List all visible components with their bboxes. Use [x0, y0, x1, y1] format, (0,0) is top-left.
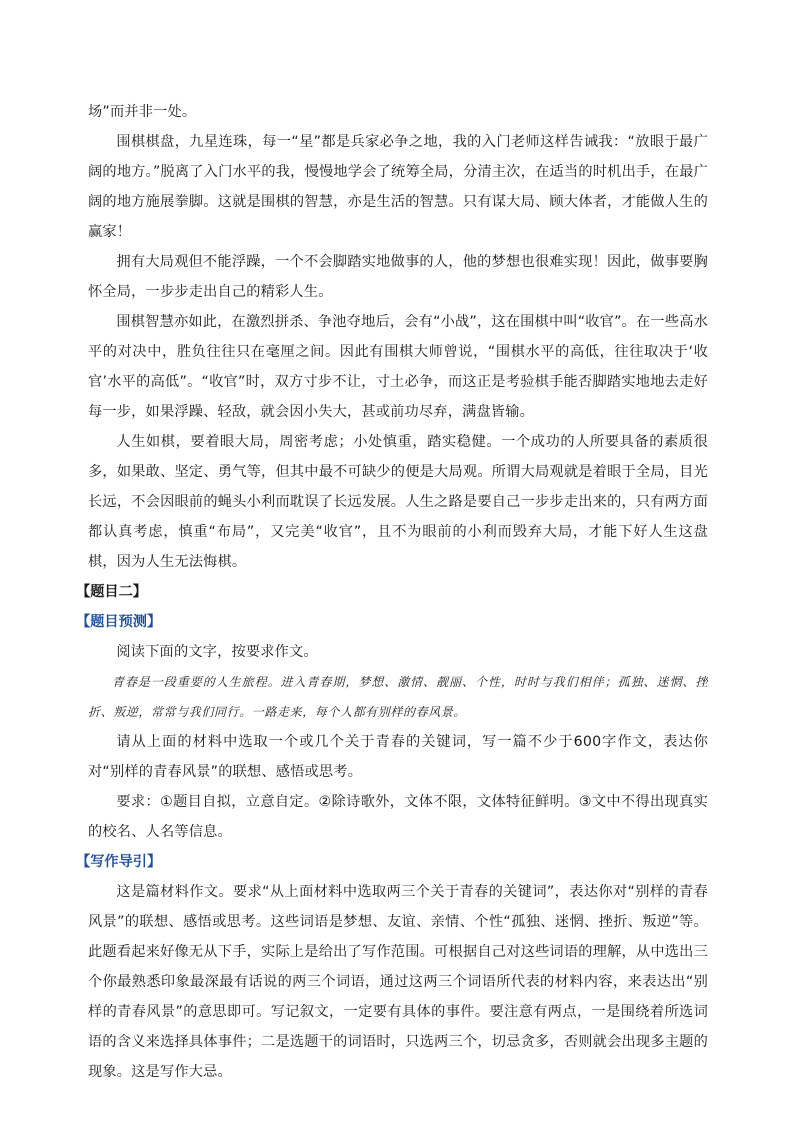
requirements-text: 要求：①题目自拟，立意自定。②除诗歌外，文体不限，文体特征鲜明。③文中不得出现真实的校名、人名等信息。 [88, 794, 708, 840]
heading-question-prediction: 【题目预测】 [76, 614, 162, 630]
paragraph-life-as-chess: 人生如棋，要着眼大局，周密考虑；小处慎重，踏实稳健。一个成功的人所要具备的素质很多，如果敢、坚定、勇气等，但其中最不可缺少的便是大局观。所谓大局观就是着眼于全局，目光长远，不会因眼前的蝇头小利而耽误了长远发展。人生之路是要自己一步步走出来的，只有两方面都认真考虑，慎重“布局”，又完美“收官”，且不为眼前的小利而毁弃大局，才能下好人生这盘棋，因为人生无法悔棋。 [88, 434, 708, 570]
paragraph-continuation: 场”而并非一处。 [88, 104, 197, 120]
paragraph-big-picture: 拥有大局观但不能浮躁，一个不会脚踏实地做事的人，他的梦想也很难实现！因此，做事要胸怀全局，一步步走出自己的精彩人生。 [88, 254, 708, 300]
material-quote: 青春是一段重要的人生旅程。进入青春期，梦想、激情、靓丽、个性，时时与我们相伴；孤独、迷惘、挫折、叛逆，常常与我们同行。一路走来，每个人都有别样的春风景。 [88, 675, 708, 719]
document-body [76, 97, 709, 1087]
paragraph-go-board: 围棋棋盘，九星连珠，每一“星”都是兵家必争之地，我的入门老师这样告诫我：“放眼于最广阔的地方。”脱离了入门水平的我，慢慢地学会了统筹全局，分清主次，在适当的时机出手，在最广阔的地方施展拳脚。这就是围棋的智慧，亦是生活的智慧。只有谋大局、顾大体者，才能做人生的赢家！ [88, 134, 708, 240]
guide-text: 这是篇材料作文。要求“从上面材料中选取两三个关于青春的关键词”，表达你对“别样的青春风景”的联想、感悟或思考。这些词语是梦想、友谊、亲情、个性“孤独、迷惘、挫折、叛逆”等。此题看起来好像无从下手，实际上是给出了写作范围。可根据自己对这些词语的理解，从中选出三个你最熟悉印象最深最有话说的两三个词语，通过这两三个词语所代表的材料内容，来表达出“别样的青春风景”的意思即可。写记叙文，一定要有具体的事件。要注意有两点，一是围绕着所选词语的含义来选择具体事件；二是选题干的词语时，只选两三个，切忌贪多，否则就会出现多主题的现象。这是写作大忌。 [88, 884, 709, 1080]
heading-writing-guide: 【写作导引】 [76, 854, 162, 870]
task-text: 请从上面的材料中选取一个或几个关于青春的关键词，写一篇不少于600字作文，表达你对“别样的青春风景”的联想、感悟或思考。 [88, 734, 708, 780]
paragraph-endgame: 围棋智慧亦如此，在激烈拼杀、争池夺地后，会有“小战”，这在围棋中叫“收官”。在一些高水平的对决中，胜负往往只在毫厘之间。因此有围棋大师曾说，“围棋水平的高低，往往取决于‘收官’水平的高低”。“收官”时，双方寸步不让，寸土必争，而这正是考验棋手能否脚踏实地地去走好每一步，如果浮躁、轻敌，就会因小失大，甚或前功尽弃，满盘皆输。 [88, 314, 708, 420]
instruction-text: 阅读下面的文字，按要求作文。 [116, 644, 318, 660]
heading-question-two: 【题目二】 [76, 584, 147, 600]
